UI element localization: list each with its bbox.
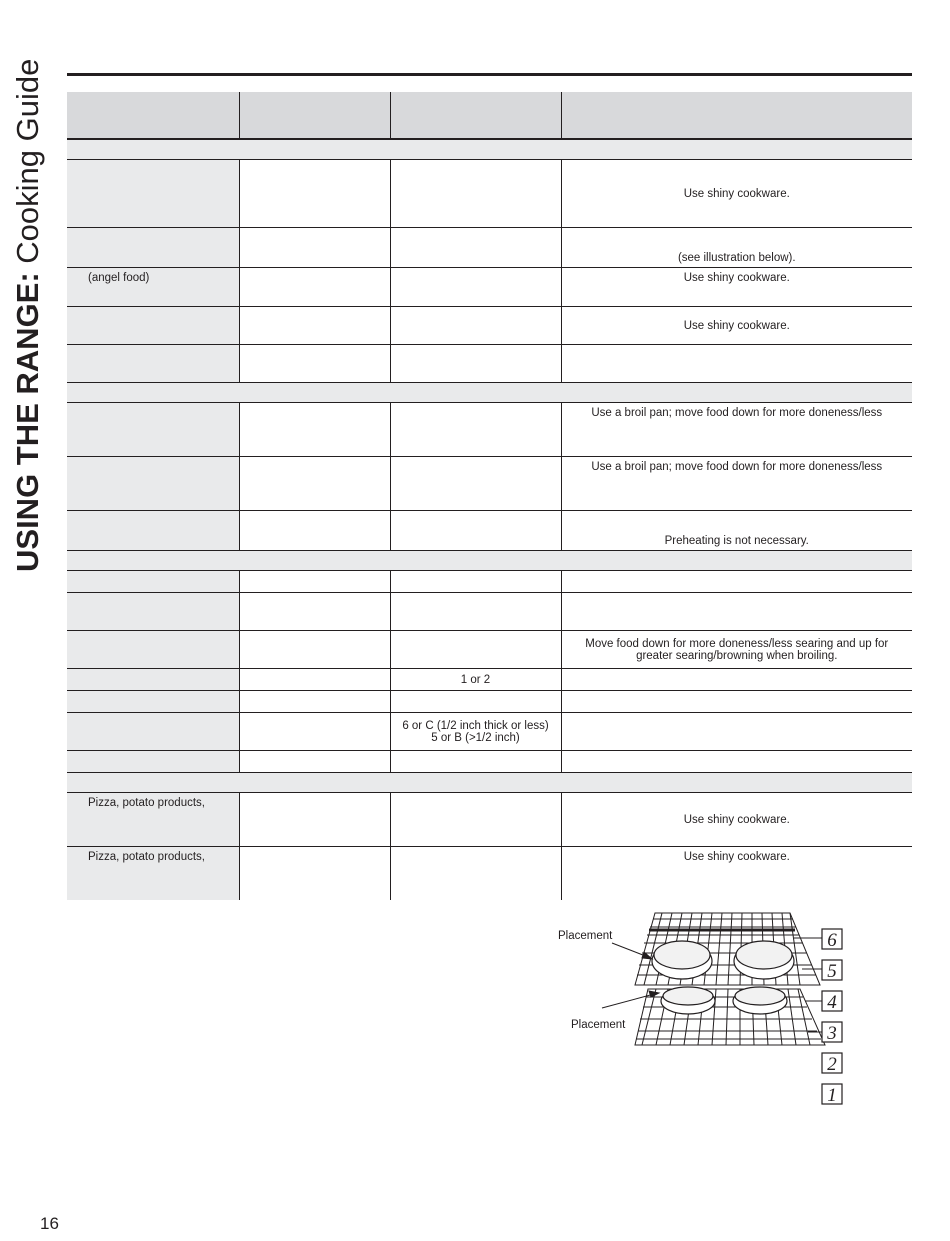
table-cell xyxy=(390,228,561,268)
rack-position-number: 5 xyxy=(827,961,837,982)
rack-position-number: 3 xyxy=(827,1023,837,1044)
cell-text: Use a broil pan; move food down for more doneness/less xyxy=(591,407,883,419)
table-row xyxy=(67,160,912,228)
table-row xyxy=(67,403,912,457)
table-cell xyxy=(239,669,390,691)
table-header-row xyxy=(67,92,912,139)
table-cell xyxy=(561,571,912,593)
cell-text: 1 or 2 xyxy=(460,673,491,686)
cell-text: Use shiny cookware. xyxy=(683,319,790,332)
table-cell xyxy=(67,691,239,713)
section-cell xyxy=(67,139,912,160)
section-row xyxy=(67,551,912,571)
rack-placement-diagram xyxy=(550,905,850,1115)
table-row xyxy=(67,691,912,713)
placement-label-lower: Placement xyxy=(571,1019,626,1031)
cell-text: Use a broil pan; move food down for more doneness/less xyxy=(591,461,883,473)
header-cell xyxy=(239,92,390,139)
table-cell xyxy=(239,457,390,511)
table-cell xyxy=(390,307,561,345)
table-cell xyxy=(390,403,561,457)
table-cell xyxy=(561,631,912,669)
table-cell xyxy=(561,160,912,228)
table-cell xyxy=(67,713,239,751)
table-cell xyxy=(561,691,912,713)
table-row xyxy=(67,228,912,268)
table-cell xyxy=(67,307,239,345)
table-cell xyxy=(67,593,239,631)
cooking-guide-table xyxy=(67,92,912,900)
side-title-light: Cooking Guide xyxy=(10,58,45,273)
table-cell xyxy=(561,228,912,268)
cell-text: Use shiny cookware. xyxy=(683,272,790,284)
header-cell xyxy=(561,92,912,139)
table-cell xyxy=(390,631,561,669)
table-cell xyxy=(67,228,239,268)
table-cell xyxy=(561,713,912,751)
table-cell xyxy=(390,691,561,713)
table-cell xyxy=(561,751,912,773)
table-cell xyxy=(67,268,239,307)
table-cell xyxy=(561,403,912,457)
cell-text: Move food down for more doneness/less searing and up for greater searing/browning when broiling. xyxy=(585,637,889,662)
cell-text: 6 or C (1/2 inch thick or less) 5 or B (>1/2 inch) xyxy=(402,719,549,744)
table-cell xyxy=(67,751,239,773)
table-cell xyxy=(561,345,912,383)
cell-text: Pizza, potato products, xyxy=(88,797,205,809)
table-cell xyxy=(390,511,561,551)
table-cell xyxy=(390,669,561,691)
table-row xyxy=(67,268,912,307)
table-row xyxy=(67,511,912,551)
table-cell xyxy=(239,268,390,307)
table-cell xyxy=(561,593,912,631)
table-cell xyxy=(239,631,390,669)
cell-text: (see illustration below). xyxy=(677,252,796,264)
side-title-strong: USING THE RANGE: xyxy=(10,272,45,572)
rack-position-number: 2 xyxy=(827,1054,837,1075)
table-row xyxy=(67,713,912,751)
section-cell xyxy=(67,383,912,403)
table-cell xyxy=(390,847,561,901)
placement-label-upper: Placement xyxy=(558,930,613,942)
section-row xyxy=(67,773,912,793)
table-cell xyxy=(239,403,390,457)
rack-position-number: 1 xyxy=(827,1085,837,1106)
table-row xyxy=(67,751,912,773)
table-cell xyxy=(561,793,912,847)
table-body xyxy=(67,139,912,900)
table-cell xyxy=(67,160,239,228)
table-cell xyxy=(390,345,561,383)
table-row xyxy=(67,669,912,691)
table-cell xyxy=(67,669,239,691)
table-cell xyxy=(390,593,561,631)
section-row xyxy=(67,383,912,403)
table-cell xyxy=(239,751,390,773)
table-cell xyxy=(561,847,912,901)
table-cell xyxy=(239,160,390,228)
header-cell xyxy=(390,92,561,139)
table-cell xyxy=(239,793,390,847)
table-cell xyxy=(67,345,239,383)
header-cell xyxy=(67,92,239,139)
table-cell xyxy=(239,571,390,593)
table-row xyxy=(67,631,912,669)
side-title xyxy=(12,59,44,572)
table-cell xyxy=(561,307,912,345)
table-row xyxy=(67,793,912,847)
table-row xyxy=(67,345,912,383)
table-cell xyxy=(67,847,239,901)
table-cell xyxy=(67,457,239,511)
section-cell xyxy=(67,551,912,571)
table-cell xyxy=(561,669,912,691)
table-cell xyxy=(67,511,239,551)
table-cell xyxy=(67,793,239,847)
cell-text: Preheating is not necessary. xyxy=(664,535,809,547)
table-row xyxy=(67,847,912,901)
table-cell xyxy=(390,713,561,751)
rack-position-numbers xyxy=(822,929,842,1106)
table-row xyxy=(67,457,912,511)
table-cell xyxy=(239,713,390,751)
table-row xyxy=(67,307,912,345)
table-cell xyxy=(239,593,390,631)
cell-text: Use shiny cookware. xyxy=(683,814,790,826)
table-cell xyxy=(390,571,561,593)
table-cell xyxy=(67,403,239,457)
table-cell xyxy=(390,268,561,307)
cell-text: Pizza, potato products, xyxy=(88,851,205,863)
table-cell xyxy=(390,160,561,228)
page-number: 16 xyxy=(40,1214,59,1233)
table-cell xyxy=(239,691,390,713)
table-cell xyxy=(390,457,561,511)
table-row xyxy=(67,571,912,593)
table-cell xyxy=(239,307,390,345)
section-row xyxy=(67,139,912,160)
table-row xyxy=(67,593,912,631)
table-cell xyxy=(561,268,912,307)
cell-text: (angel food) xyxy=(88,272,150,284)
table-cell xyxy=(239,847,390,901)
table-cell xyxy=(561,457,912,511)
table-cell xyxy=(390,793,561,847)
table-cell xyxy=(239,228,390,268)
table-cell xyxy=(67,571,239,593)
rack-position-number: 4 xyxy=(827,992,837,1013)
table-cell xyxy=(239,345,390,383)
table-cell xyxy=(390,751,561,773)
cell-text: Use shiny cookware. xyxy=(683,187,790,200)
table-cell xyxy=(239,511,390,551)
rack-position-number: 6 xyxy=(827,930,837,951)
table-cell xyxy=(561,511,912,551)
table-cell xyxy=(67,631,239,669)
section-cell xyxy=(67,773,912,793)
top-rule xyxy=(67,73,912,76)
cell-text: Use shiny cookware. xyxy=(683,851,790,863)
